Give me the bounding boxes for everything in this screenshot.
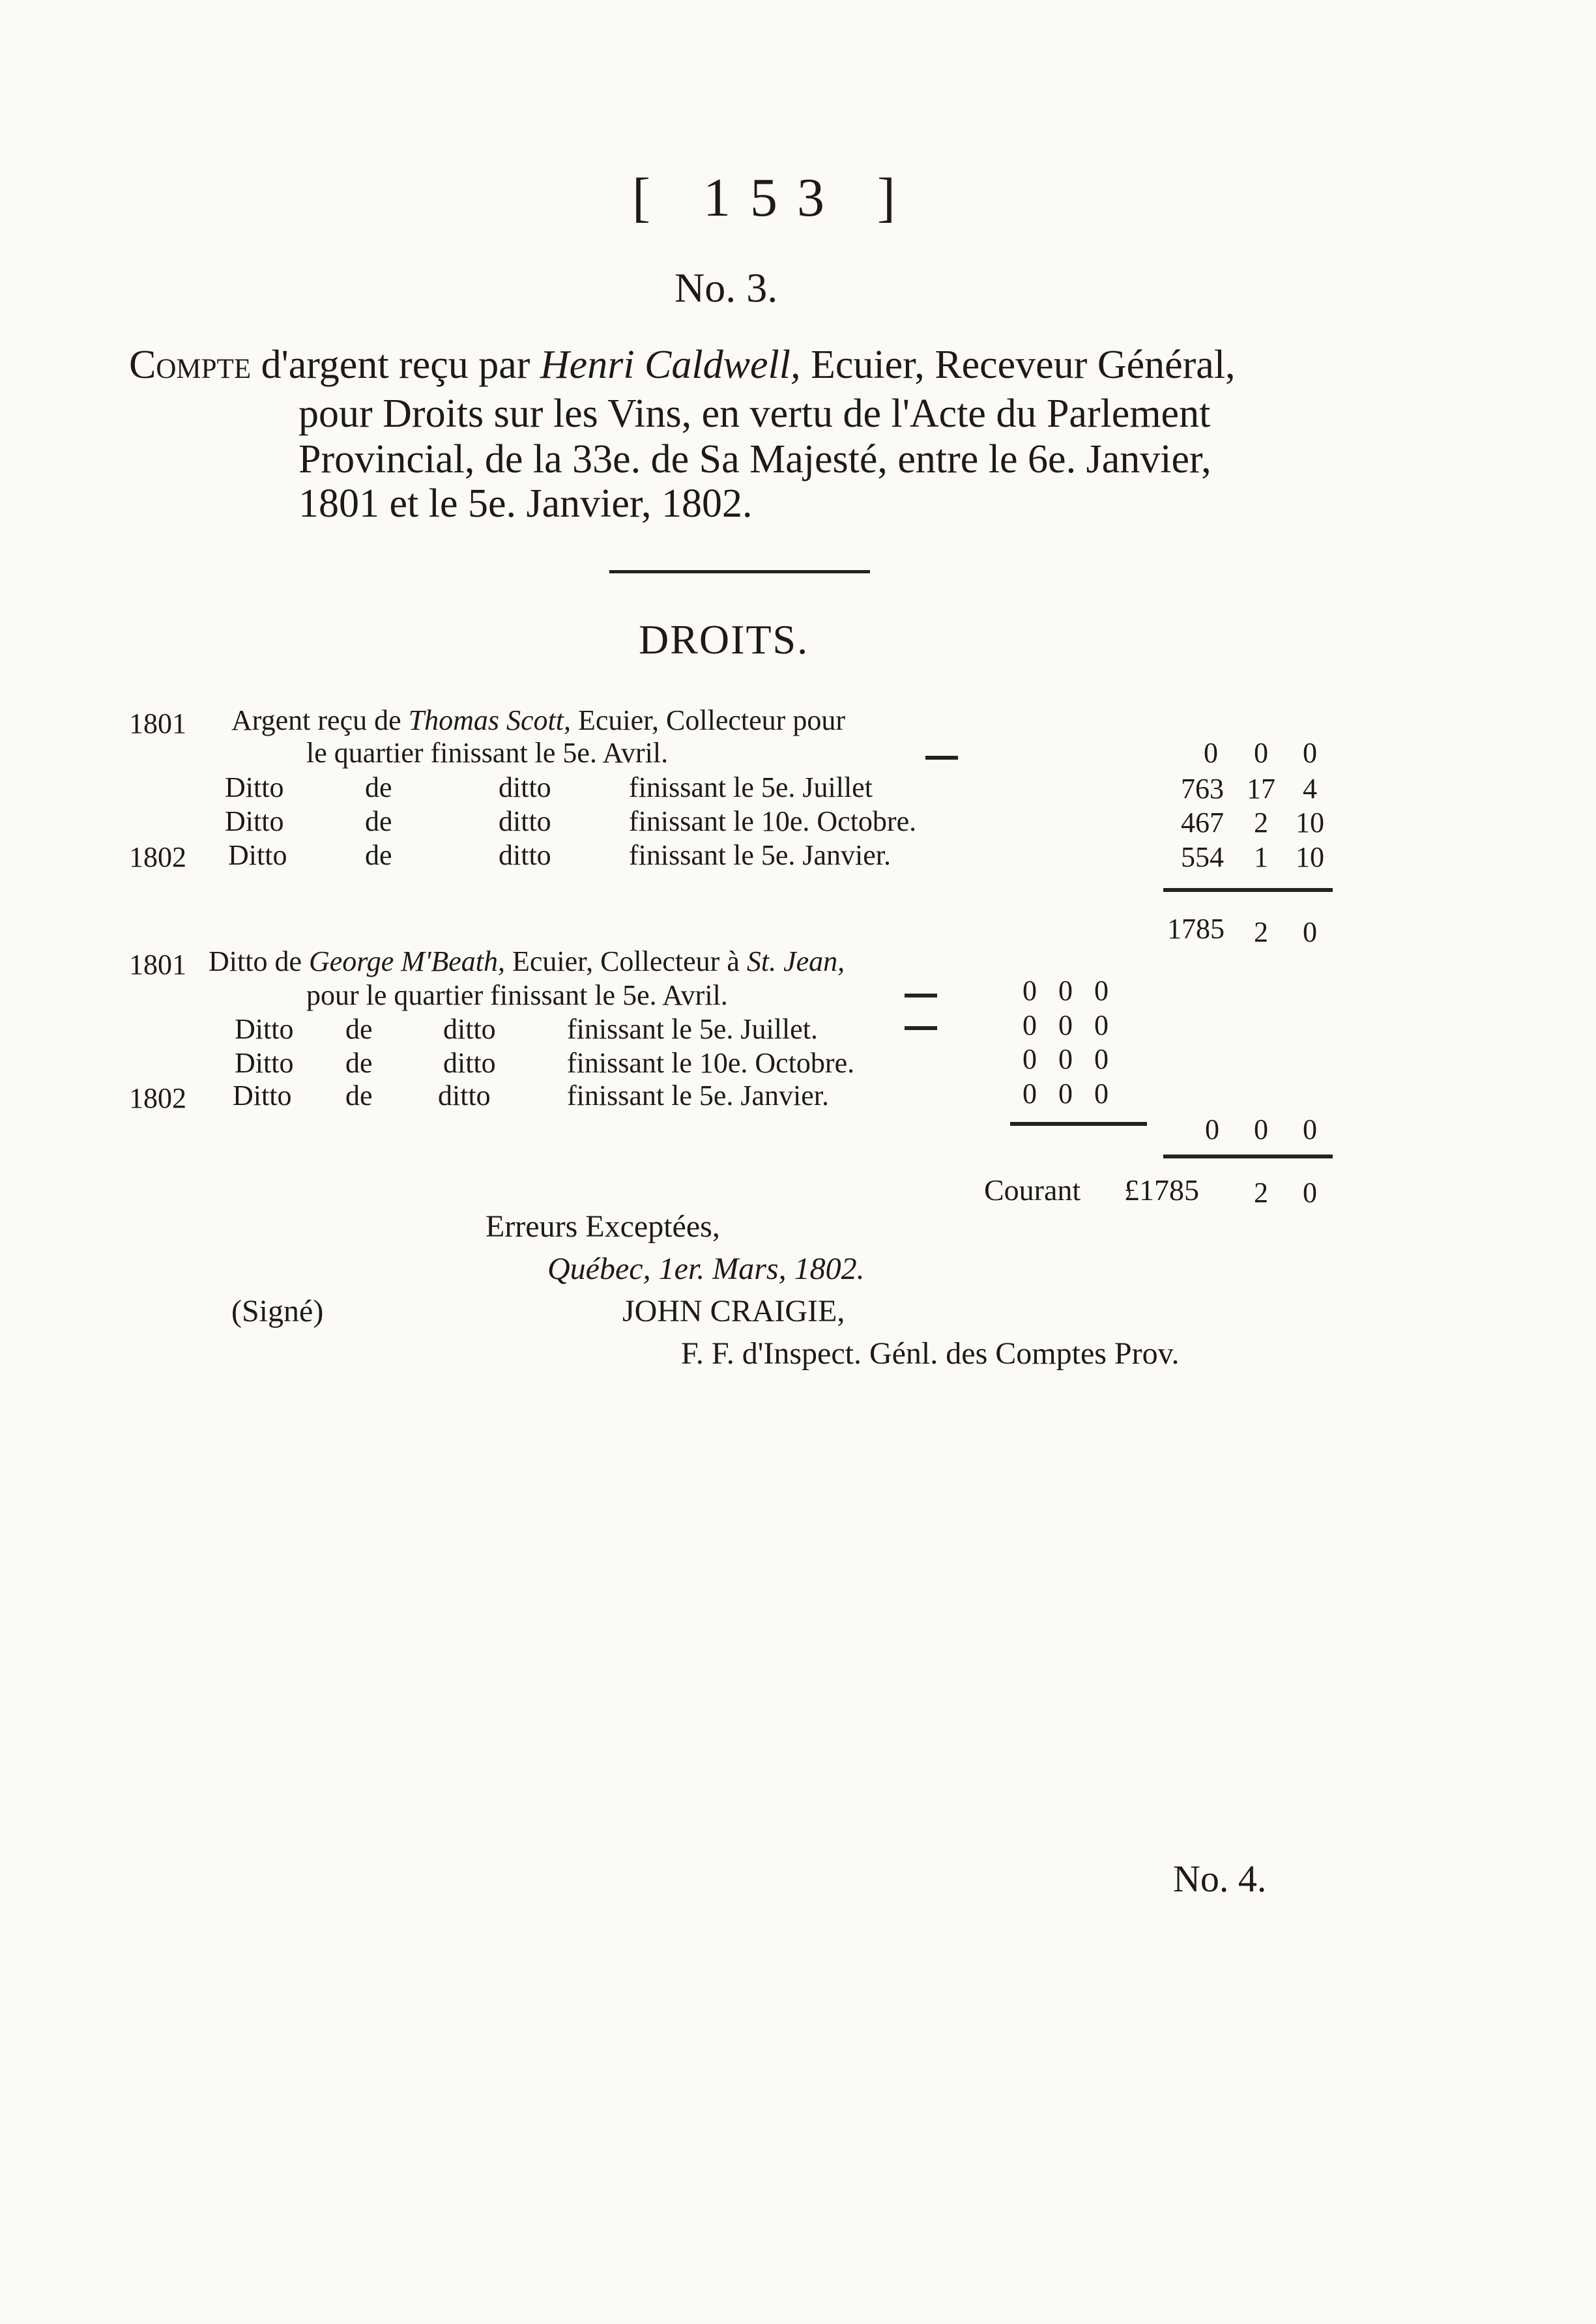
group2-row2-c2: de	[345, 1047, 373, 1079]
group2-amt1-shillings: 0	[1058, 975, 1073, 1007]
next-document-marker: No. 4.	[1173, 1858, 1267, 1900]
group2-year-start: 1801	[129, 949, 186, 981]
group2-amt3-pounds: 0	[1023, 1043, 1037, 1075]
group1-subtotal-shillings: 2	[1254, 916, 1268, 948]
title-lead: Compte	[129, 343, 252, 387]
group1-amt4-shillings: 1	[1254, 841, 1268, 873]
group2-dash-1	[905, 994, 937, 997]
total-shillings: 2	[1254, 1177, 1268, 1209]
group1-row3-c4: finissant le 5e. Janvier.	[629, 839, 892, 871]
group1-intro-line2: le quartier finissant le 5e. Avril.	[306, 737, 669, 769]
group1-row2-c4: finissant le 10e. Octobre.	[629, 805, 917, 837]
group1-row3-c2: de	[365, 839, 392, 871]
group2-row3-c2: de	[345, 1080, 373, 1112]
group2-row3-c4: finissant le 5e. Janvier.	[567, 1080, 830, 1112]
group1-row1-c1: Ditto	[225, 771, 284, 803]
signer-title: F. F. d'Inspect. Génl. des Comptes Prov.	[681, 1336, 1180, 1371]
group2-intro-line2: pour le quartier finissant le 5e. Avril.	[306, 979, 728, 1011]
group2-subtotal-pence: 0	[1303, 1113, 1317, 1145]
group1-dash	[925, 756, 958, 760]
signer-name: JOHN CRAIGIE,	[622, 1294, 845, 1328]
group1-row3-c1: Ditto	[228, 839, 287, 871]
section-divider	[609, 570, 870, 573]
title-line-2: pour Droits sur les Vins, en vertu de l'Acte du Parlement	[298, 392, 1211, 436]
group1-amt1-pounds: 0	[1204, 737, 1218, 769]
group1-subtotal-rule	[1163, 888, 1333, 892]
group2-intro-a: Ditto de	[209, 945, 302, 977]
group2-amt2-pounds: 0	[1023, 1009, 1037, 1041]
group1-amt4-pence: 10	[1296, 841, 1324, 873]
group1-intro	[231, 704, 845, 737]
group2-subtotal-rule	[1010, 1122, 1147, 1126]
group1-amt3-shillings: 2	[1254, 807, 1268, 839]
group1-collector-name: Thomas Scott,	[408, 704, 571, 736]
group2-amt3-pence: 0	[1094, 1043, 1109, 1075]
group2-row2-c3: ditto	[443, 1047, 496, 1079]
total-label: Courant	[984, 1173, 1081, 1207]
group1-year-start: 1801	[129, 708, 186, 739]
total-pence: 0	[1303, 1177, 1317, 1209]
group1-amt4-pounds: 554	[1181, 841, 1224, 873]
group1-row1-c4: finissant le 5e. Juillet	[629, 771, 873, 803]
group2-row1-c2: de	[345, 1013, 373, 1045]
group2-year-end: 1802	[129, 1082, 186, 1114]
group1-amt2-pounds: 763	[1181, 773, 1224, 805]
section-heading: DROITS.	[639, 616, 809, 663]
group2-row2-c1: Ditto	[235, 1047, 294, 1079]
group2-dash-2	[905, 1026, 937, 1030]
group1-amt2-shillings: 17	[1247, 773, 1275, 805]
group2-row3-c3: ditto	[438, 1080, 491, 1112]
title-text-b: Ecuier, Receveur Général,	[810, 343, 1236, 387]
group1-row1-c2: de	[365, 771, 392, 803]
group2-amt4-shillings: 0	[1058, 1078, 1073, 1110]
group1-amt3-pounds: 467	[1181, 807, 1224, 839]
group2-row1-c3: ditto	[443, 1013, 496, 1045]
group2-row3-c1: Ditto	[233, 1080, 292, 1112]
group1-row2-c1: Ditto	[225, 805, 284, 837]
group1-row1-c3: ditto	[499, 771, 551, 803]
group2-subtotal-pounds: 0	[1205, 1113, 1219, 1145]
title-line-1	[129, 342, 1236, 388]
group2-row2-c4: finissant le 10e. Octobre.	[567, 1047, 855, 1079]
group2-amt3-shillings: 0	[1058, 1043, 1073, 1075]
group2-row1-c4: finissant le 5e. Juillet.	[567, 1013, 818, 1045]
group2-row1-c1: Ditto	[235, 1013, 294, 1045]
group1-row2-c2: de	[365, 805, 392, 837]
group1-amt1-shillings: 0	[1254, 737, 1268, 769]
group1-amt3-pence: 10	[1296, 807, 1324, 839]
group1-intro-b: Ecuier, Collecteur pour	[578, 704, 845, 736]
group1-subtotal-pounds: 1785	[1167, 913, 1225, 945]
place-date: Québec, 1er. Mars, 1802.	[547, 1252, 865, 1286]
group2-amt4-pence: 0	[1094, 1078, 1109, 1110]
group1-year-end: 1802	[129, 841, 186, 873]
errors-excepted: Erreurs Exceptées,	[486, 1209, 720, 1244]
group2-amt1-pence: 0	[1094, 975, 1109, 1007]
title-text-a: d'argent reçu par	[261, 343, 530, 387]
group1-intro-a: Argent reçu de	[231, 704, 401, 736]
group2-collector-name: George M'Beath,	[308, 945, 506, 977]
page-number: [ 153 ]	[632, 167, 915, 228]
total-pounds: £1785	[1124, 1173, 1199, 1207]
group2-place: St. Jean,	[746, 945, 845, 977]
group1-amt1-pence: 0	[1303, 737, 1317, 769]
group2-intro	[209, 945, 845, 978]
group1-subtotal-pence: 0	[1303, 916, 1317, 948]
title-line-3: Provincial, de la 33e. de Sa Majesté, entre le 6e. Janvier,	[298, 437, 1212, 481]
group2-amt2-shillings: 0	[1058, 1009, 1073, 1041]
group2-subtotal-shillings: 0	[1254, 1113, 1268, 1145]
group2-amt2-pence: 0	[1094, 1009, 1109, 1041]
group2-amt1-pounds: 0	[1023, 975, 1037, 1007]
group2-intro-b: Ecuier, Collecteur à	[512, 945, 740, 977]
document-number: No. 3.	[675, 265, 778, 311]
signed-label: (Signé)	[231, 1294, 324, 1328]
group1-amt2-pence: 4	[1303, 773, 1317, 805]
title-receiver-name: Henri Caldwell,	[540, 343, 801, 387]
group1-row3-c3: ditto	[499, 839, 551, 871]
total-rule	[1163, 1155, 1333, 1158]
title-line-4: 1801 et le 5e. Janvier, 1802.	[298, 481, 753, 526]
group2-amt4-pounds: 0	[1023, 1078, 1037, 1110]
group1-row2-c3: ditto	[499, 805, 551, 837]
